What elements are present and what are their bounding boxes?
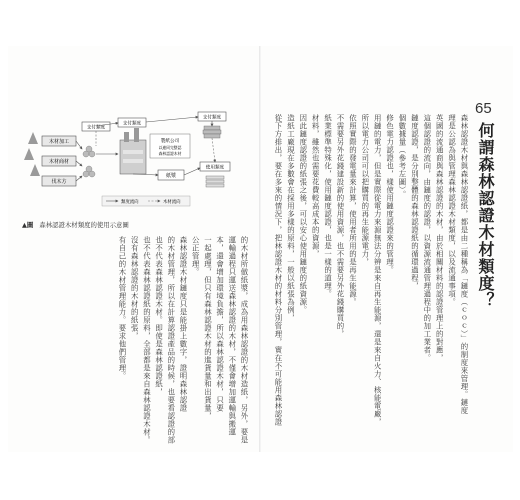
right-text-column: 紙業標準特殊化，使用鏈度認證，也是一樣的道理。 (323, 114, 333, 298)
right-text-column: 鏈度認證，是分別整體的森林認證紙的循環過程， (410, 114, 420, 290)
right-text-column: 理是公認為與管理森林認證木材類度，以及流通事項。 (447, 114, 457, 306)
right-text-column: 不需要另外花錢建設新的使用資源，也不需要另外花錢購買的， (336, 114, 345, 338)
figure-caption (22, 220, 129, 229)
svg-text:森林認證木材: 森林認證木材 (158, 151, 182, 156)
caption-mark: ▲圖 (22, 221, 34, 229)
chain-of-custody-diagram (22, 104, 244, 214)
pay-box-mid (118, 118, 146, 127)
pulp-box (158, 170, 184, 180)
right-text-column: 用鏈的電力，但是實際從電力來源無法分辨是來自再生能源，還是來自火力、核能電廠， (373, 114, 383, 426)
forest-icon (24, 132, 40, 176)
paper-stack-icon (206, 176, 224, 187)
left-text-column: 的木材所做紙漿，成為用森林認證的木材造紙，另外，要是 (240, 236, 249, 444)
svg-text:製紙公司: 製紙公司 (160, 139, 180, 144)
left-text-column: 本，還會增加環境負擔，所以森林認證木材，只要 (215, 236, 225, 412)
left-text-column: 一起處理，但只有森林認證木材的進貨量和出貨量， (203, 236, 213, 420)
right-text-column: 材料，雖然也需要花費較高成本的資源， (311, 114, 321, 258)
right-text-column: 依照實際的發電量來計算，使用者所用的是再生能源。 (348, 114, 358, 306)
page-number: 65 (475, 100, 492, 117)
left-text-column: 沒有森林認證的木材的紙張， (130, 236, 140, 340)
right-text-column: 英國的流通商與森林認證的木材，由於相關材料的認證管理上的對應， (435, 114, 445, 362)
right-text-column: 造紙工廠現在多數會在採用多樣的原料，一般以紙張為例， (286, 114, 296, 322)
legend-dashed-label: 木材流向 (163, 200, 181, 205)
use-box (200, 162, 230, 171)
left-text-column: 的木材管理，所以在計算認證產品的時候，也要看認證的部 (166, 236, 176, 444)
svg-text:支付類度: 支付類度 (202, 115, 222, 121)
left-text-column: 也不代表森林認證紙的原料，全部都是來自森林認證木材。 (142, 236, 152, 444)
right-text-column: 個數據量（參考左圖）。 (398, 114, 407, 199)
right-text-column: 這個認證的流向，由鏈度的認證，以資源流通管理過程中的加工業者。 (422, 114, 432, 362)
source-box-1 (42, 136, 76, 146)
legend-solid-label: 類度流向 (121, 200, 139, 205)
left-text-column: 森林認證木材鏈度只是能掛上數字，證明森林認證 (179, 236, 188, 412)
source-label-3: 伐木方 (51, 179, 67, 185)
right-text-column: 因此鏈度認證的紙張之後，可以安心使用鏈度的紙資源。 (298, 114, 308, 314)
source-box-3 (42, 176, 76, 186)
legend (102, 196, 190, 206)
svg-text:支付類度: 支付類度 (122, 121, 142, 127)
left-text-column: 也不代表森林認證木材。即使是森林認證紙， (154, 236, 164, 396)
book-spine (259, 46, 261, 452)
log-pile-icon (83, 146, 95, 177)
right-text-column: 森林認證木材與森林認證紙，都是由二種稱為「鏈度（ｃｏｃ）」的制度來管理。鏈度 (460, 114, 469, 415)
book-stack-icon (203, 126, 221, 138)
source-box-2 (42, 156, 76, 166)
svg-text:以連同完整認: 以連同完整認 (158, 145, 182, 150)
right-text-column: 修色電力認證也，樣使用鏈度認證來的管理。 (385, 114, 395, 274)
pay-box-right (198, 112, 226, 121)
left-text-column: 運輸過程只運送森林認證的木材，不僅會增加運輸與搬運 (227, 236, 237, 436)
factory-label-box (150, 134, 190, 158)
caption-text: 森林認證木材類度的使用示意圖 (39, 221, 129, 229)
pay-box-top (82, 122, 110, 131)
left-text-column: 有自己的木材管理能力。要求他們管理。 (118, 236, 127, 380)
factory-icon (120, 128, 146, 174)
page-title: 何謂森林認證木材類度？ (476, 122, 495, 309)
right-text-column: 從下方排出，要在多來的情況下，把林認證木材的材料分別管理，實在不可能用森林認證 (274, 114, 283, 426)
left-text-column: 公正管理。 (191, 236, 201, 276)
svg-text:使用類度: 使用類度 (205, 165, 225, 171)
source-label-2: 木材商材 (48, 159, 70, 165)
svg-text:紙漿: 紙漿 (165, 173, 177, 179)
source-label-1: 木材加工 (48, 139, 70, 145)
svg-text:支付類度: 支付類度 (86, 125, 106, 131)
right-text-column: 所以電力公司可以把購買的再生能源電力， (360, 114, 370, 266)
